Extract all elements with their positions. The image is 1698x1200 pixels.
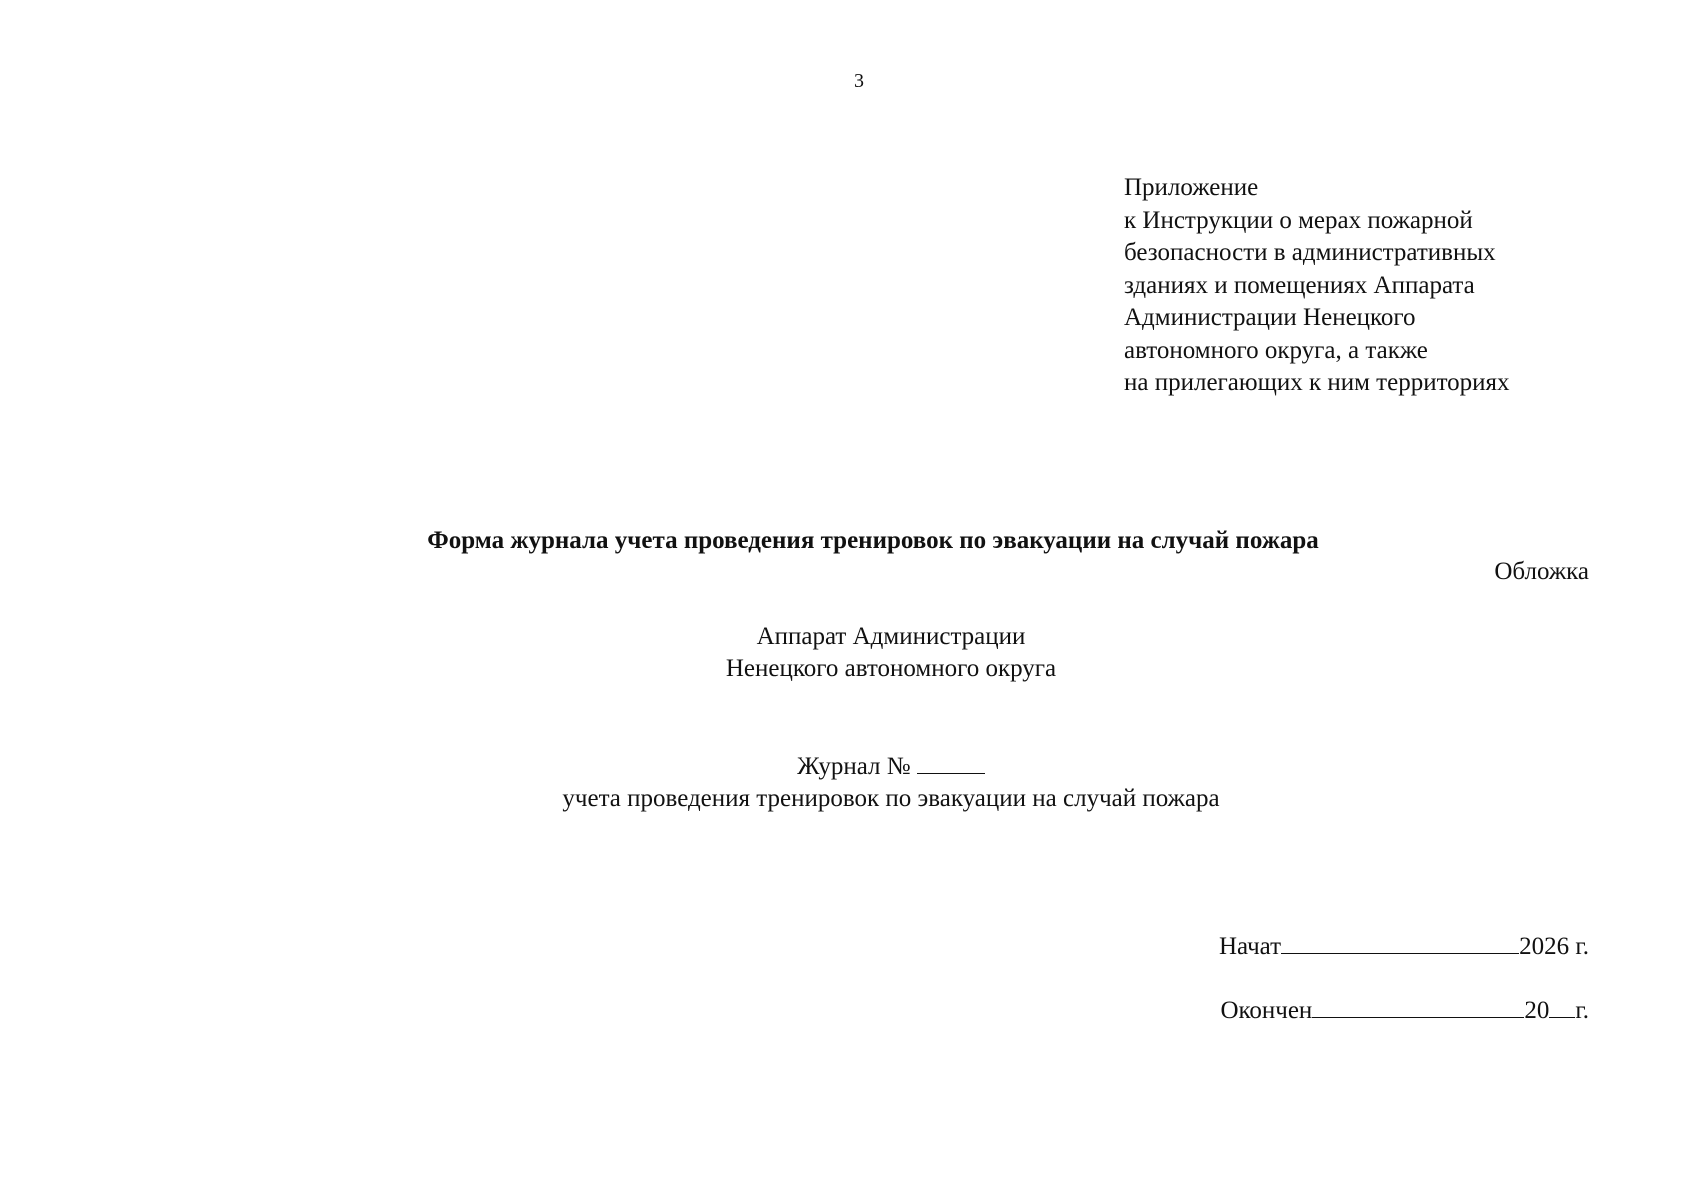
organization-line-1: Аппарат Администрации [756,623,1026,650]
started-year: 2026 г. [1519,933,1589,960]
cover-label: Обложка [1494,558,1589,585]
appendix-line: к Инструкции о мерах пожарной [1124,206,1473,234]
appendix-line: зданиях и помещениях Аппарата [1124,271,1475,299]
finished-year-prefix: 20 [1524,997,1550,1024]
started-label: Начат [1218,933,1282,960]
journal-subtitle: учета проведения тренировок по эвакуации на случай пожара [562,785,1220,812]
finished-date-line [1220,995,1589,1025]
started-date-blank [1281,931,1519,954]
finished-year-blank [1549,995,1575,1018]
finished-date-blank [1312,995,1524,1018]
form-title: Форма журнала учета проведения тренировок по эвакуации на случай пожара [427,527,1319,554]
finished-year-suffix: г. [1575,997,1589,1024]
appendix-line: на прилегающих к ним территориях [1124,369,1510,396]
appendix-line: автономного округа, а также [1124,336,1428,364]
started-date-line [1219,931,1589,961]
appendix-line: Администрации Ненецкого [1124,304,1416,331]
appendix-line: безопасности в административных [1124,239,1496,266]
appendix-block [1124,172,1510,400]
finished-label: Окончен [1220,997,1313,1024]
journal-block [42,751,1698,815]
appendix-line: Приложение [1124,174,1259,201]
page-number: 3 [854,70,864,92]
journal-number-line [42,751,1698,783]
journal-number-label: Журнал № [797,753,911,780]
organization-block [42,621,1698,685]
journal-number-blank [917,753,985,774]
organization-line-2: Ненецкого автономного округа [725,655,1057,682]
